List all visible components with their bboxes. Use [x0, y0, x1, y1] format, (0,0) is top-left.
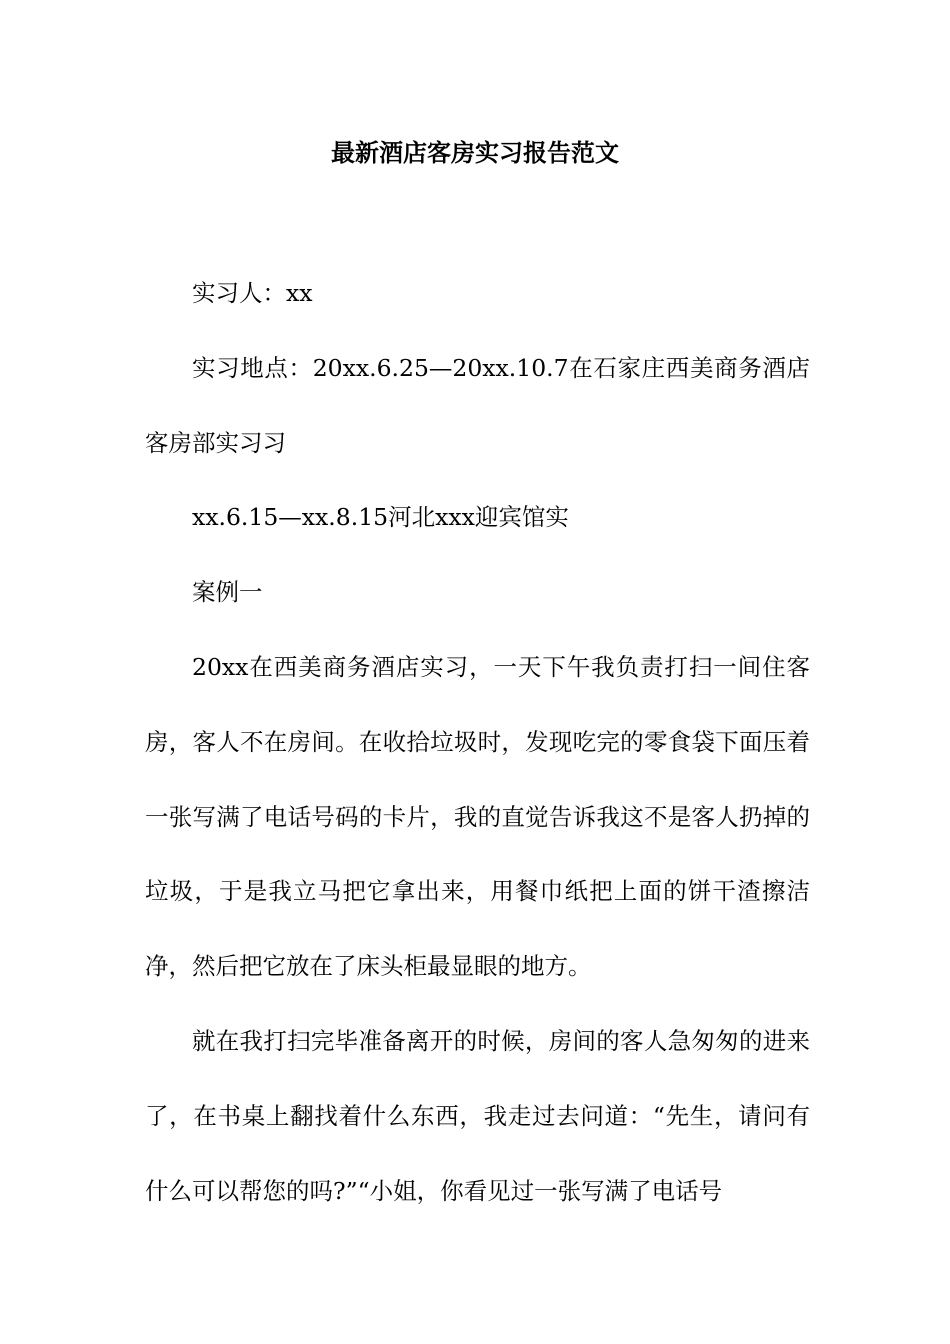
paragraph-intern-location: 实习地点：20xx.6.25—20xx.10.7在石家庄西美商务酒店客房部实习习 [145, 353, 810, 457]
paragraph-case-body-1: 20xx在西美商务酒店实习，一天下午我负责打扫一间住客房，客人不在房间。在收拾垃圾时，发现吃完的零食袋下面压着一张写满了电话号码的卡片，我的直觉告诉我这不是客人扔掉的垃圾，于是我立马把它拿出来，用餐巾纸把上面的饼干渣擦洁净，然后把它放在了床头柜最显眼的地方。 [145, 652, 810, 981]
paragraph-case-body-2: 就在我打扫完毕准备离开的时候，房间的客人急匆匆的进来了，在书桌上翻找着什么东西，我走过去问道：“先生，请问有什么可以帮您的吗?”“小姐，你看见过一张写满了电话号 [145, 1026, 810, 1205]
paragraph-case-heading: 案例一 [192, 578, 263, 607]
paragraph-second-internship: xx.6.15—xx.8.15河北xxx迎宾馆实 [192, 503, 569, 532]
document-title: 最新酒店客房实习报告范文 [331, 138, 619, 167]
document-body [145, 256, 810, 1228]
paragraph-intern-name: 实习人：xx [192, 279, 313, 307]
